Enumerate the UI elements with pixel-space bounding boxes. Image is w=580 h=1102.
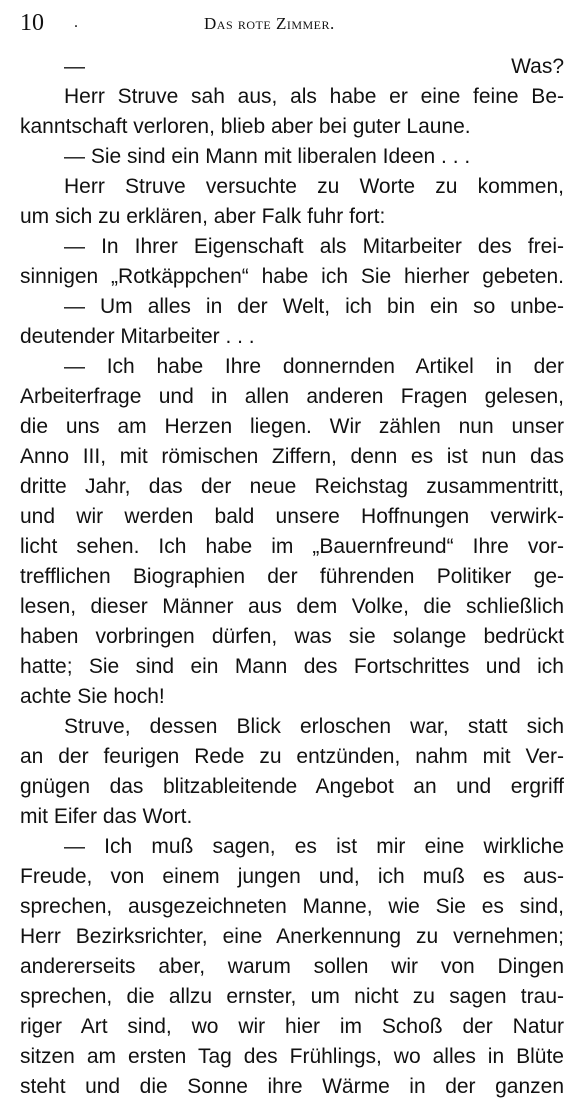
text-line: riger Art sind, wo wir hier im Schoß der Natur bbox=[20, 1015, 564, 1038]
text-line: sprechen, ausgezeichneten Manne, wie Sie es sind, bbox=[20, 895, 564, 918]
text-line: Anno III, mit römischen Ziffern, denn es ist nun das bbox=[20, 445, 564, 468]
text-line: lesen, dieser Männer aus dem Volke, die schließlich bbox=[20, 595, 564, 618]
text-line: mit Eifer das Wort. bbox=[20, 805, 193, 828]
page-number: 10 bbox=[20, 10, 44, 36]
text-line: Herr Struve sah aus, als habe er eine feine Be- bbox=[64, 85, 564, 108]
text-line: — Ich muß sagen, es ist mir eine wirkliche bbox=[64, 835, 564, 858]
text-line: Freude, von einem jungen und, ich muß es aus- bbox=[20, 865, 564, 888]
text-line: steht und die Sonne ihre Wärme in der ganzen bbox=[20, 1075, 564, 1098]
header-dot: . bbox=[74, 14, 78, 31]
text-line: Herr Struve versuchte zu Worte zu kommen, bbox=[64, 175, 564, 198]
text-line: und wir werden bald unsere Hoffnungen verwirk- bbox=[20, 505, 564, 528]
text-line: — Was? bbox=[64, 55, 564, 78]
text-line: sprechen, die allzu ernster, um nicht zu sagen trau- bbox=[20, 985, 564, 1008]
text-line: gnügen das blitzableitende Angebot an und ergriff bbox=[20, 775, 564, 798]
text-line: achte Sie hoch! bbox=[20, 685, 165, 708]
text-line: haben vorbringen dürfen, was sie solange bedrückt bbox=[20, 625, 564, 648]
text-line: trefflichen Biographien der führenden Politiker ge- bbox=[20, 565, 564, 588]
text-line: an der feurigen Rede zu entzünden, nahm mit Ver- bbox=[20, 745, 564, 768]
text-line: die uns am Herzen liegen. Wir zählen nun unser bbox=[20, 415, 564, 438]
text-line: hatte; Sie sind ein Mann des Fortschrittes und ich bbox=[20, 655, 564, 678]
body-text bbox=[20, 52, 564, 1102]
text-line: — In Ihrer Eigenschaft als Mitarbeiter des frei- bbox=[64, 235, 564, 258]
text-line: andererseits aber, warum sollen wir von Dingen bbox=[20, 955, 564, 978]
page-header bbox=[16, 8, 568, 38]
text-line: — Um alles in der Welt, ich bin ein so unbe- bbox=[64, 295, 564, 318]
text-line: — Ich habe Ihre donnernden Artikel in der bbox=[64, 355, 564, 378]
text-line: sitzen am ersten Tag des Frühlings, wo alles in Blüte bbox=[20, 1045, 564, 1068]
text-line: kanntschaft verloren, blieb aber bei guter Laune. bbox=[20, 115, 471, 138]
text-line: um sich zu erklären, aber Falk fuhr fort: bbox=[20, 205, 386, 228]
text-line: deutender Mitarbeiter . . . bbox=[20, 325, 255, 348]
text-line: sinnigen „Rotkäppchen“ habe ich Sie hierher gebeten. bbox=[20, 265, 564, 288]
text-line: Struve, dessen Blick erloschen war, statt sich bbox=[64, 715, 564, 738]
text-line: Herr Bezirksrichter, eine Anerkennung zu vernehmen; bbox=[20, 925, 564, 948]
text-line: licht sehen. Ich habe im „Bauernfreund“ Ihre vor- bbox=[20, 535, 564, 558]
text-line: Arbeiterfrage und in allen anderen Fragen gelesen, bbox=[20, 385, 564, 408]
running-title: Das rote Zimmer. bbox=[204, 14, 335, 33]
text-line: dritte Jahr, das der neue Reichstag zusammentritt, bbox=[20, 475, 564, 498]
text-line: — Sie sind ein Mann mit liberalen Ideen . . . bbox=[64, 145, 471, 168]
